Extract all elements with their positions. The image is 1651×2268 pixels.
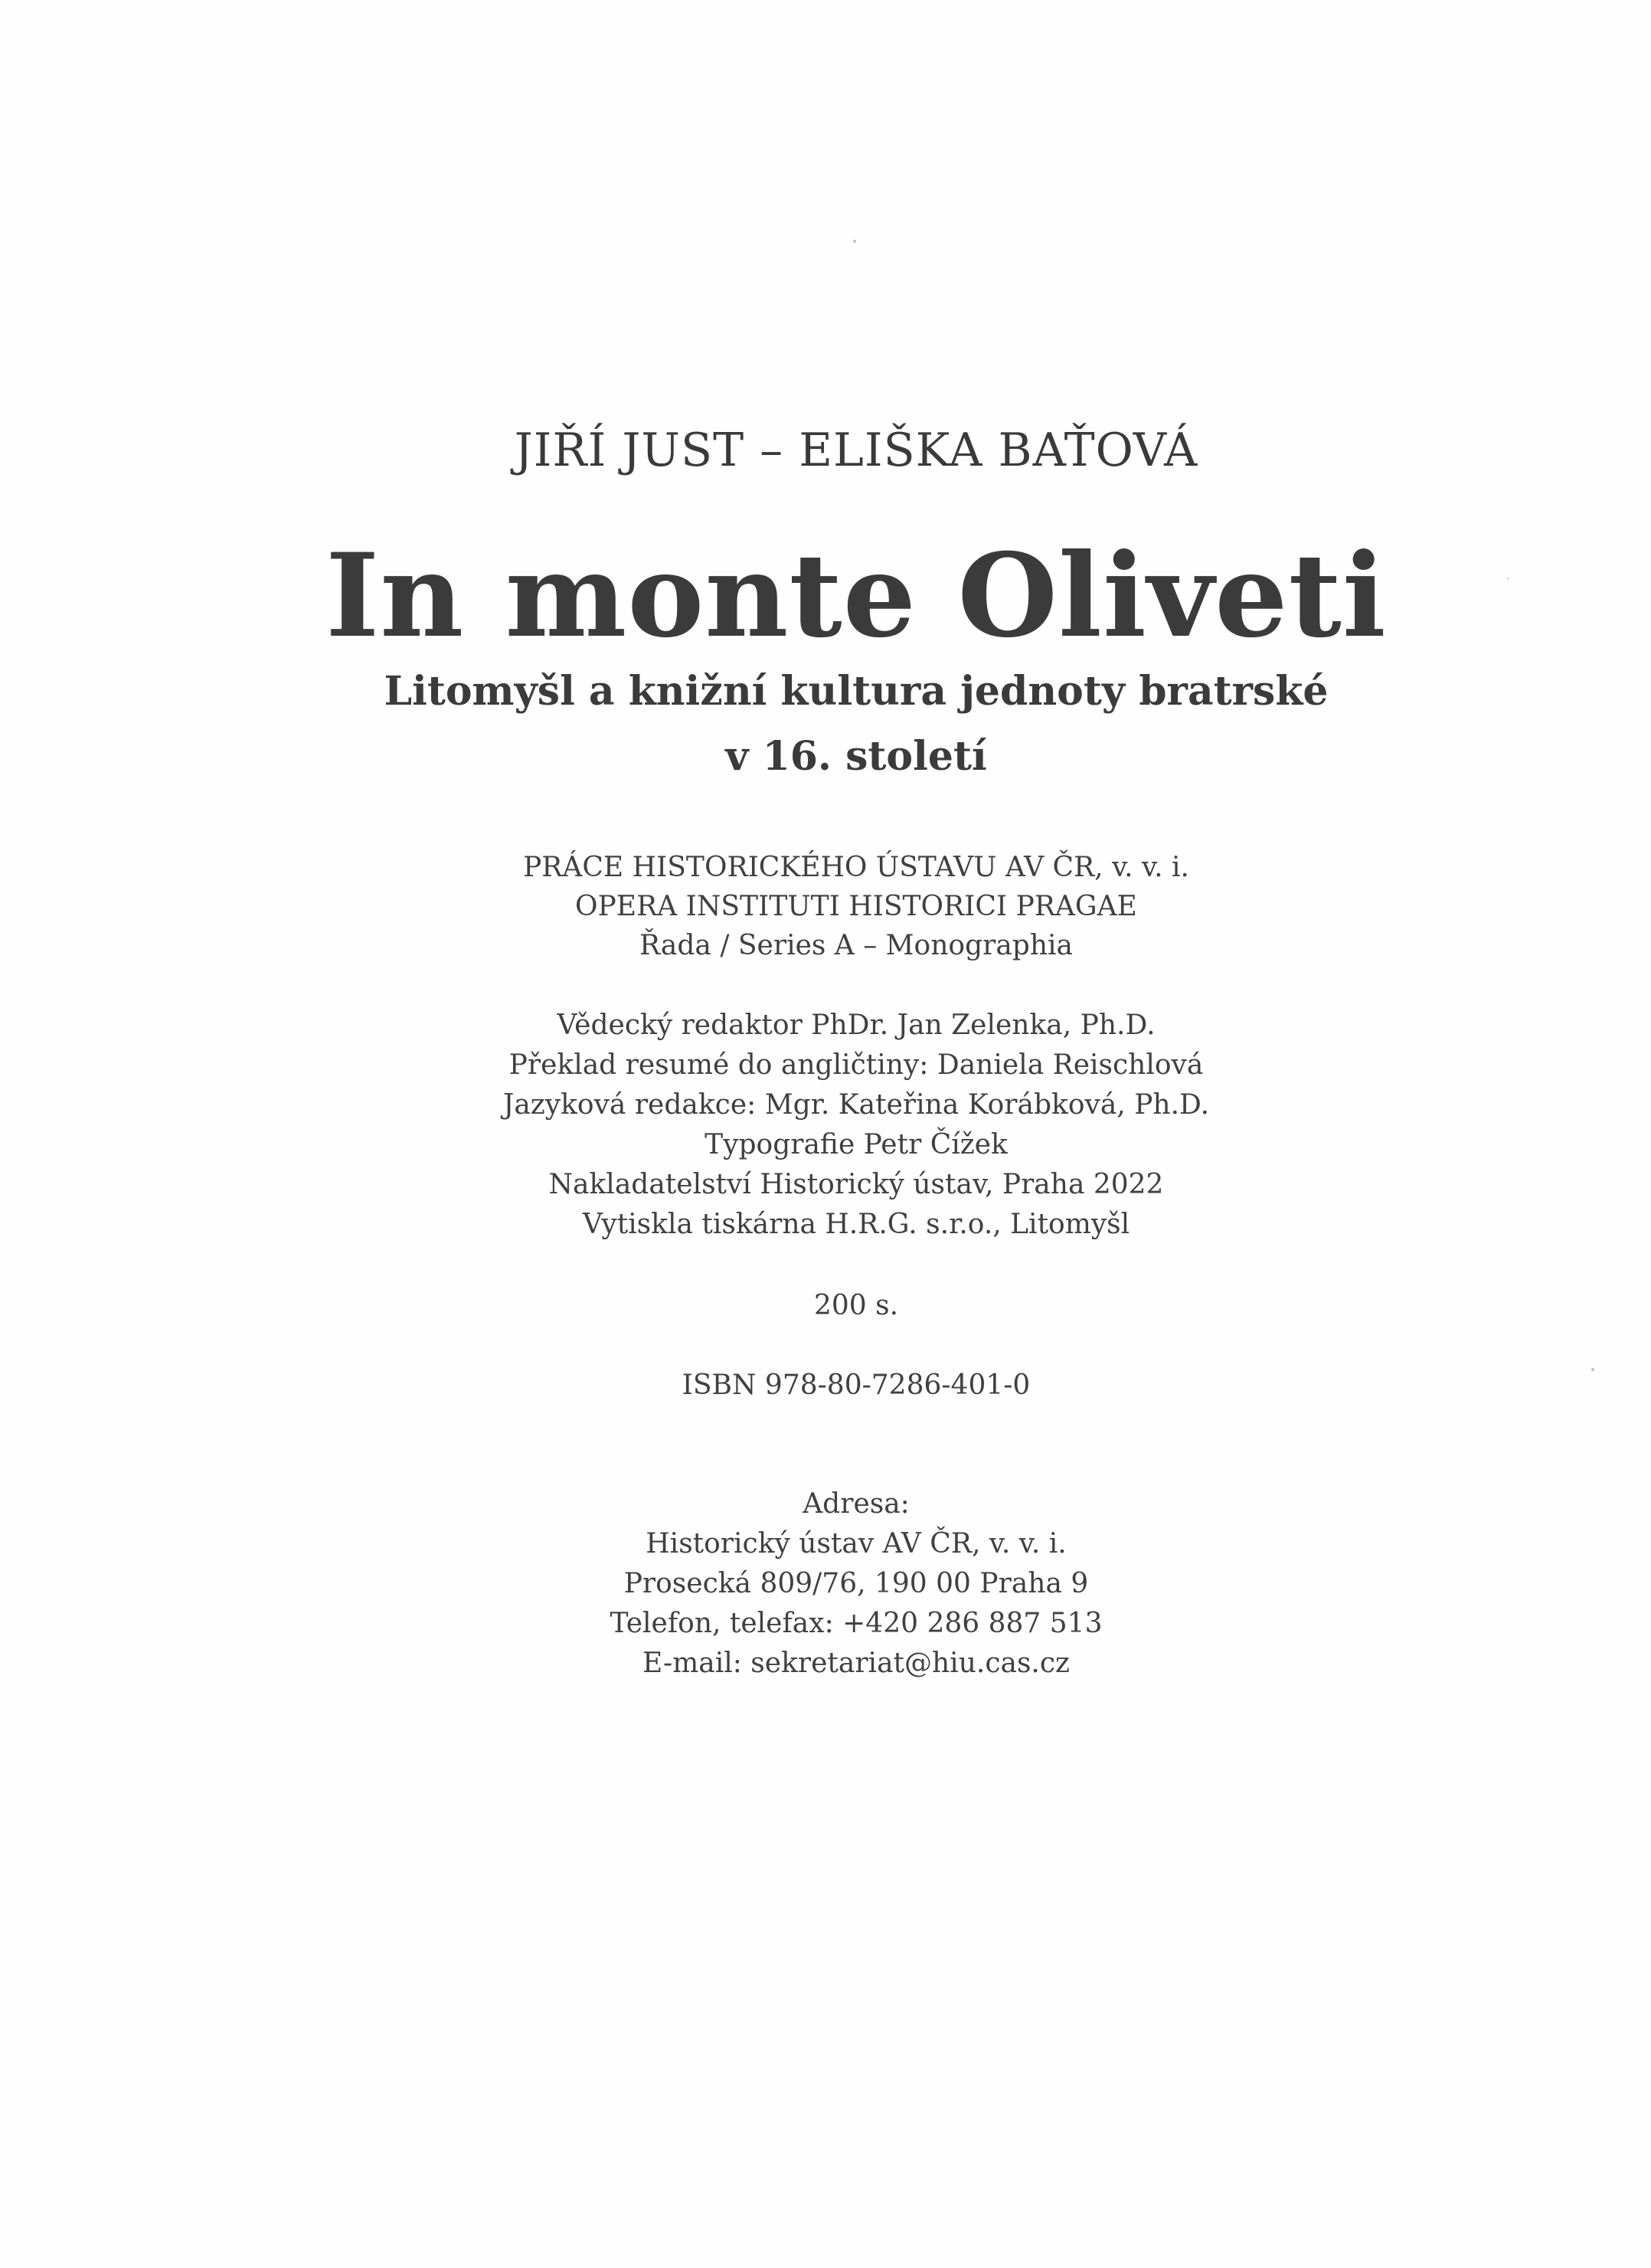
series-line-3: Řada / Series A – Monographia xyxy=(639,930,1074,961)
authors: JIŘÍ JUST – ELIŠKA BAŤOVÁ xyxy=(514,424,1198,477)
credit-language-editing: Jazyková redakce: Mgr. Kateřina Korábková, Ph.D. xyxy=(502,1089,1210,1121)
isbn: ISBN 978-80-7286-401-0 xyxy=(682,1370,1031,1401)
address-heading: Adresa: xyxy=(803,1488,910,1520)
address-institution: Historický ústav AV ČR, v. v. i. xyxy=(646,1528,1067,1559)
paper-speck xyxy=(853,240,856,243)
paper-speck xyxy=(1507,578,1509,580)
address-street: Prosecká 809/76, 190 00 Praha 9 xyxy=(623,1568,1089,1599)
address-email: E-mail: sekretariat@hiu.cas.cz xyxy=(642,1648,1070,1679)
book-title: In monte Oliveti xyxy=(325,529,1387,663)
paper-speck xyxy=(1591,1368,1594,1371)
credit-printer: Vytiskla tiskárna H.R.G. s.r.o., Litomyšl xyxy=(582,1209,1130,1240)
credit-typography: Typografie Petr Čížek xyxy=(705,1129,1008,1160)
series-line-1: PRÁCE HISTORICKÉHO ÚSTAVU AV ČR, v. v. i. xyxy=(523,852,1189,883)
credit-translation: Překlad resumé do angličtiny: Daniela Reischlová xyxy=(508,1049,1204,1081)
subtitle-line-1: Litomyšl a knižní kultura jednoty bratrské xyxy=(384,668,1329,715)
series-line-2: OPERA INSTITUTI HISTORICI PRAGAE xyxy=(575,891,1137,922)
credit-scientific-editor: Vědecký redaktor PhDr. Jan Zelenka, Ph.D. xyxy=(557,1010,1156,1041)
subtitle-line-2: v 16. století xyxy=(725,733,987,780)
page-count: 200 s. xyxy=(813,1290,899,1321)
credit-publisher: Nakladatelství Historický ústav, Praha 2022 xyxy=(548,1169,1164,1200)
address-phone: Telefon, telefax: +420 286 887 513 xyxy=(610,1608,1103,1639)
